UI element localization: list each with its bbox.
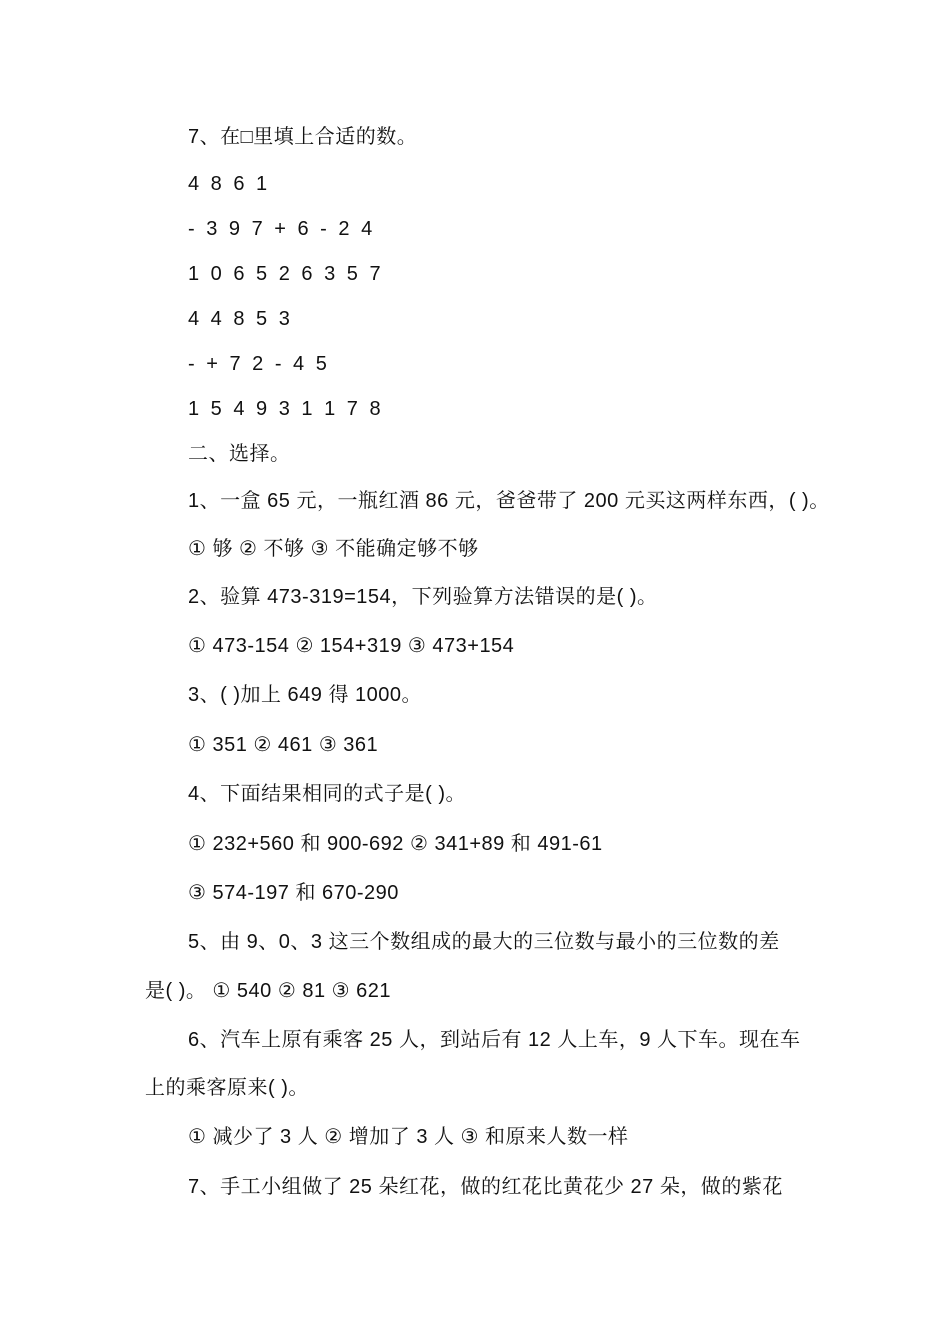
vertical-calc-row: 4 4 8 5 3 <box>188 308 293 330</box>
choice-options-4b: ③ 574-197 和 670-290 <box>188 882 399 904</box>
choice-question-6: 6、汽车上原有乘客 25 人，到站后有 12 人上车，9 人下车。现在车 <box>188 1029 801 1051</box>
choice-options-4: ① 232+560 和 900-692 ② 341+89 和 491-61 <box>188 833 603 855</box>
vertical-calc-row: 4 8 6 1 <box>188 173 271 195</box>
choice-options-6: ① 减少了 3 人 ② 增加了 3 人 ③ 和原来人数一样 <box>188 1126 629 1148</box>
choice-question-4: 4、下面结果相同的式子是( )。 <box>188 783 466 805</box>
question-7-heading: 7、在□里填上合适的数。 <box>188 126 418 148</box>
vertical-calc-row: - 3 9 7 + 6 - 2 4 <box>188 218 376 240</box>
vertical-calc-row: - + 7 2 - 4 5 <box>188 353 330 375</box>
choice-question-6-cont: 上的乘客原来( )。 <box>145 1077 309 1099</box>
choice-options-3: ① 351 ② 461 ③ 361 <box>188 734 379 756</box>
choice-options-2: ① 473-154 ② 154+319 ③ 473+154 <box>188 635 515 657</box>
choice-question-5-cont: 是( )。 ① 540 ② 81 ③ 621 <box>145 980 391 1002</box>
choice-question-5: 5、由 9、0、3 这三个数组成的最大的三位数与最小的三位数的差 <box>188 931 780 953</box>
choice-question-3: 3、( )加上 649 得 1000。 <box>188 684 423 706</box>
vertical-calc-row: 1 5 4 9 3 1 1 7 8 <box>188 398 384 420</box>
choice-options-1: ① 够 ② 不够 ③ 不能确定够不够 <box>188 538 479 560</box>
choice-question-1: 1、一盒 65 元，一瓶红酒 86 元，爸爸带了 200 元买这两样东西，( )。 <box>188 490 830 512</box>
vertical-calc-row: 1 0 6 5 2 6 3 5 7 <box>188 263 384 285</box>
section-heading-choice: 二、选择。 <box>188 443 291 465</box>
choice-question-2: 2、验算 473-319=154，下列验算方法错误的是( )。 <box>188 586 658 608</box>
choice-question-7: 7、手工小组做了 25 朵红花，做的红花比黄花少 27 朵，做的紫花 <box>188 1176 783 1198</box>
